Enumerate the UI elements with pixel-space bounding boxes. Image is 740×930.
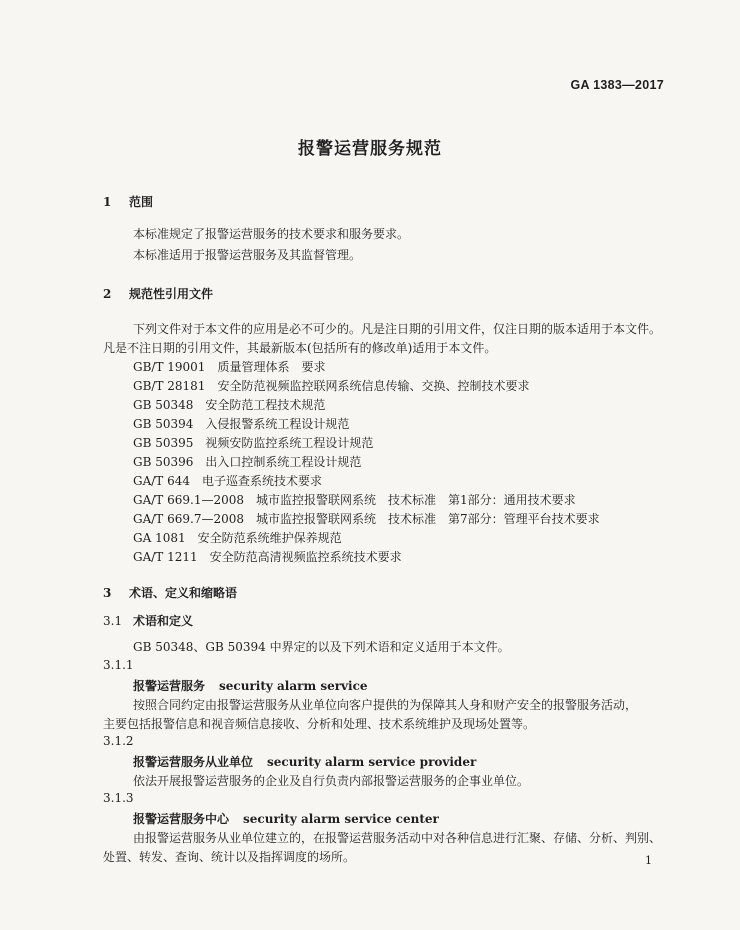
reference-code: GB 50396 — [133, 455, 194, 469]
term-definition: 由报警运营服务从业单位建立的，在报警运营服务活动中对各种信息进行汇聚、存储、分析、判别、 — [133, 831, 662, 845]
reference-title: 城市监控报警联网系统 技术标准 第1部分：通用技术要求 — [256, 493, 576, 507]
section-number: 1 — [103, 195, 112, 209]
reference-item — [133, 377, 529, 394]
term-en: security alarm service — [219, 679, 368, 693]
reference-item — [133, 396, 325, 413]
reference-code: GB 50394 — [133, 417, 194, 431]
reference-item — [133, 434, 373, 451]
term-en: security alarm service provider — [267, 755, 477, 769]
section-title: 术语、定义和缩略语 — [129, 586, 238, 600]
reference-title: 电子巡查系统技术要求 — [202, 474, 323, 488]
reference-title: 城市监控报警联网系统 技术标准 第7部分：管理平台技术要求 — [256, 512, 600, 526]
term-zh: 报警运营服务从业单位 — [133, 755, 254, 769]
term-zh: 报警运营服务 — [133, 679, 206, 693]
term-number: 3.1.2 — [103, 734, 134, 748]
reference-item — [133, 415, 349, 432]
paragraph: GB 50348、GB 50394 中界定的以及下列术语和定义适用于本文件。 — [133, 640, 510, 654]
paragraph: 下列文件对于本文件的应用是必不可少的。凡是注日期的引用文件，仅注日期的版本适用于本文件。 — [133, 322, 662, 336]
reference-item — [133, 472, 322, 489]
term-en: security alarm service center — [243, 812, 439, 826]
reference-title: 安全防范系统维护保养规范 — [197, 531, 342, 545]
reference-title: 视频安防监控系统工程设计规范 — [205, 436, 374, 450]
term-number: 3.1.1 — [103, 658, 134, 672]
term-definition: 按照合同约定由报警运营服务从业单位向客户提供的为保障其人身和财产安全的报警服务活动， — [133, 698, 638, 712]
term-zh: 报警运营服务中心 — [133, 812, 230, 826]
term-heading — [133, 677, 368, 694]
page-number: 1 — [645, 854, 652, 867]
reference-item — [133, 510, 600, 527]
section-title: 规范性引用文件 — [129, 287, 214, 301]
reference-code: GB 50395 — [133, 436, 194, 450]
term-definition: 依法开展报警运营服务的企业及自行负责内部报警运营服务的企事业单位。 — [133, 774, 530, 788]
reference-code: GA/T 1211 — [133, 550, 198, 564]
section-1-heading — [103, 193, 153, 210]
reference-title: 入侵报警系统工程设计规范 — [205, 417, 350, 431]
reference-code: GB/T 28181 — [133, 379, 206, 393]
reference-title: 安全防范高清视频监控系统技术要求 — [209, 550, 402, 564]
term-number: 3.1.3 — [103, 791, 134, 805]
section-number: 2 — [103, 287, 112, 301]
term-heading — [133, 753, 476, 770]
reference-item — [133, 529, 342, 546]
subsection-title: 术语和定义 — [133, 614, 194, 628]
paragraph: 本标准适用于报警运营服务及其监督管理。 — [133, 248, 362, 262]
reference-code: GA/T 669.1—2008 — [133, 493, 245, 507]
reference-code: GA/T 669.7—2008 — [133, 512, 245, 526]
paragraph: 本标准规定了报警运营服务的技术要求和服务要求。 — [133, 227, 410, 241]
reference-item — [133, 491, 576, 508]
reference-title: 质量管理体系 要求 — [217, 360, 326, 374]
section-number: 3 — [103, 586, 112, 600]
reference-item — [133, 358, 325, 375]
reference-code: GB/T 19001 — [133, 360, 206, 374]
reference-code: GA 1081 — [133, 531, 186, 545]
term-definition-continuation: 处置、转发、查询、统计以及指挥调度的场所。 — [103, 850, 356, 864]
standard-code: GA 1383—2017 — [570, 78, 664, 92]
reference-title: 安全防范视频监控联网系统信息传输、交换、控制技术要求 — [217, 379, 530, 393]
subsection-3-1-heading — [103, 612, 193, 629]
reference-code: GA/T 644 — [133, 474, 191, 488]
reference-code: GB 50348 — [133, 398, 194, 412]
paragraph-continuation: 凡是不注日期的引用文件，其最新版本(包括所有的修改单)适用于本文件。 — [103, 341, 497, 355]
document-title: 报警运营服务规范 — [298, 139, 442, 159]
reference-title: 出入口控制系统工程设计规范 — [205, 455, 362, 469]
section-title: 范围 — [129, 195, 154, 209]
section-3-heading — [103, 584, 237, 601]
reference-item — [133, 548, 402, 565]
term-definition-continuation: 主要包括报警信息和视音频信息接收、分析和处理、技术系统维护及现场处置等。 — [103, 717, 536, 731]
section-2-heading — [103, 285, 213, 302]
reference-item — [133, 453, 361, 470]
reference-title: 安全防范工程技术规范 — [205, 398, 326, 412]
subsection-number: 3.1 — [103, 614, 123, 628]
term-heading — [133, 810, 439, 827]
